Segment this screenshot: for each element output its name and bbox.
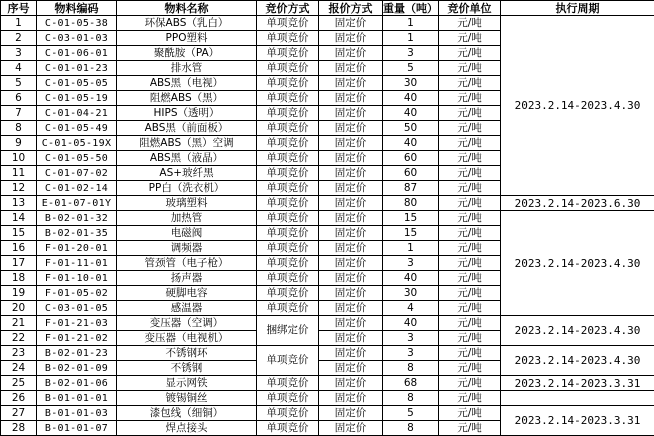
cell-no: 11 <box>1 166 37 181</box>
cell-code: C-01-05-38 <box>37 16 117 31</box>
cell-no: 10 <box>1 151 37 166</box>
cell-no: 17 <box>1 256 37 271</box>
cell-bid-unit: 元/吨 <box>439 376 501 391</box>
cell-bid-method: 单项竞价 <box>257 166 319 181</box>
cell-bid-unit: 元/吨 <box>439 181 501 196</box>
cell-bid-unit: 元/吨 <box>439 16 501 31</box>
cell-code: B-02-01-06 <box>37 376 117 391</box>
cell-weight: 5 <box>383 406 439 421</box>
cell-bid-method: 单项竞价 <box>257 196 319 211</box>
cell-code: C-01-04-21 <box>37 106 117 121</box>
cell-quote-method: 固定价 <box>319 316 383 331</box>
cell-name: 镀锡铜丝 <box>117 391 257 406</box>
table-body <box>1 16 654 436</box>
cell-code: F-01-20-01 <box>37 241 117 256</box>
cell-bid-method: 捆绑定价 <box>257 316 319 346</box>
cell-bid-method: 单项竞价 <box>257 391 319 406</box>
cell-bid-unit: 元/吨 <box>439 46 501 61</box>
cell-name: 聚酰胺（PA） <box>117 46 257 61</box>
cell-code: F-01-21-03 <box>37 316 117 331</box>
cell-weight: 30 <box>383 286 439 301</box>
cell-weight: 3 <box>383 46 439 61</box>
cell-no: 8 <box>1 121 37 136</box>
cell-weight: 4 <box>383 301 439 316</box>
cell-quote-method: 固定价 <box>319 271 383 286</box>
header-name: 物料名称 <box>117 1 257 16</box>
cell-no: 2 <box>1 31 37 46</box>
cell-name: 扬声器 <box>117 271 257 286</box>
cell-name: 漆包线（细铜） <box>117 406 257 421</box>
cell-weight: 80 <box>383 196 439 211</box>
cell-bid-unit: 元/吨 <box>439 406 501 421</box>
cell-period: 2023.2.14-2023.4.30 <box>501 211 654 316</box>
cell-quote-method: 固定价 <box>319 301 383 316</box>
table-row <box>1 16 654 31</box>
table-row <box>1 376 654 391</box>
cell-name: 感温器 <box>117 301 257 316</box>
cell-name: AS+玻纤黑 <box>117 166 257 181</box>
table-row <box>1 211 654 226</box>
header-period: 执行周期 <box>501 1 654 16</box>
cell-weight: 3 <box>383 256 439 271</box>
cell-code: C-01-02-14 <box>37 181 117 196</box>
cell-bid-method: 单项竞价 <box>257 301 319 316</box>
cell-no: 25 <box>1 376 37 391</box>
cell-code: C-01-05-49 <box>37 121 117 136</box>
cell-period: 2023.2.14-2023.6.30 <box>501 196 654 211</box>
cell-bid-method: 单项竞价 <box>257 16 319 31</box>
header-row <box>1 1 654 16</box>
cell-weight: 40 <box>383 91 439 106</box>
cell-name: ABS黑（液晶） <box>117 151 257 166</box>
cell-bid-unit: 元/吨 <box>439 271 501 286</box>
cell-code: C-01-05-50 <box>37 151 117 166</box>
header-no: 序号 <box>1 1 37 16</box>
cell-weight: 50 <box>383 121 439 136</box>
cell-code: F-01-10-01 <box>37 271 117 286</box>
cell-bid-unit: 元/吨 <box>439 256 501 271</box>
cell-weight: 60 <box>383 151 439 166</box>
cell-quote-method: 固定价 <box>319 211 383 226</box>
cell-no: 16 <box>1 241 37 256</box>
cell-bid-method: 单项竞价 <box>257 241 319 256</box>
cell-bid-method: 单项竞价 <box>257 46 319 61</box>
cell-name: 变压器（电视机） <box>117 331 257 346</box>
cell-bid-unit: 元/吨 <box>439 196 501 211</box>
header-bid-method: 竞价方式 <box>257 1 319 16</box>
header-weight: 重量（吨） <box>383 1 439 16</box>
cell-bid-method: 单项竞价 <box>257 271 319 286</box>
cell-no: 24 <box>1 361 37 376</box>
cell-name: 显示网铁 <box>117 376 257 391</box>
cell-weight: 15 <box>383 226 439 241</box>
cell-quote-method: 固定价 <box>319 256 383 271</box>
cell-name: 硬脚电容 <box>117 286 257 301</box>
cell-weight: 30 <box>383 76 439 91</box>
cell-bid-method: 单项竞价 <box>257 151 319 166</box>
cell-name: 环保ABS（乳白） <box>117 16 257 31</box>
cell-code: B-01-01-01 <box>37 391 117 406</box>
table-row <box>1 316 654 331</box>
cell-weight: 8 <box>383 391 439 406</box>
cell-quote-method: 固定价 <box>319 361 383 376</box>
cell-no: 21 <box>1 316 37 331</box>
cell-bid-unit: 元/吨 <box>439 91 501 106</box>
cell-bid-unit: 元/吨 <box>439 121 501 136</box>
cell-quote-method: 固定价 <box>319 196 383 211</box>
cell-quote-method: 固定价 <box>319 391 383 406</box>
cell-name: HIPS（透明） <box>117 106 257 121</box>
cell-period: 2023.2.14-2023.3.31 <box>501 406 654 436</box>
cell-bid-unit: 元/吨 <box>439 361 501 376</box>
cell-code: C-01-01-23 <box>37 61 117 76</box>
cell-name: 变压器（空调） <box>117 316 257 331</box>
cell-quote-method: 固定价 <box>319 121 383 136</box>
cell-code: F-01-05-02 <box>37 286 117 301</box>
cell-bid-method: 单项竞价 <box>257 31 319 46</box>
cell-name: 加热管 <box>117 211 257 226</box>
cell-quote-method: 固定价 <box>319 151 383 166</box>
cell-bid-unit: 元/吨 <box>439 316 501 331</box>
cell-no: 26 <box>1 391 37 406</box>
cell-weight: 8 <box>383 361 439 376</box>
header-bid-unit: 竞价单位 <box>439 1 501 16</box>
cell-no: 13 <box>1 196 37 211</box>
cell-no: 23 <box>1 346 37 361</box>
cell-weight: 40 <box>383 316 439 331</box>
cell-name: 不锈钢 <box>117 361 257 376</box>
cell-bid-method: 单项竞价 <box>257 346 319 376</box>
cell-bid-unit: 元/吨 <box>439 61 501 76</box>
cell-code: C-01-05-05 <box>37 76 117 91</box>
cell-weight: 68 <box>383 376 439 391</box>
cell-name: 不锈钢环 <box>117 346 257 361</box>
cell-code: F-01-21-02 <box>37 331 117 346</box>
cell-no: 18 <box>1 271 37 286</box>
cell-period: 2023.2.14-2023.3.31 <box>501 376 654 391</box>
cell-bid-method: 单项竞价 <box>257 211 319 226</box>
cell-name: PP白（洗衣机） <box>117 181 257 196</box>
cell-code: B-02-01-09 <box>37 361 117 376</box>
cell-bid-unit: 元/吨 <box>439 211 501 226</box>
cell-no: 1 <box>1 16 37 31</box>
cell-code: B-02-01-35 <box>37 226 117 241</box>
cell-bid-unit: 元/吨 <box>439 286 501 301</box>
cell-no: 12 <box>1 181 37 196</box>
cell-bid-method: 单项竞价 <box>257 121 319 136</box>
cell-name: 排水管 <box>117 61 257 76</box>
cell-bid-method: 单项竞价 <box>257 91 319 106</box>
table-row <box>1 196 654 211</box>
cell-name: PPO塑料 <box>117 31 257 46</box>
cell-weight: 1 <box>383 31 439 46</box>
cell-no: 14 <box>1 211 37 226</box>
cell-code: C-01-07-02 <box>37 166 117 181</box>
cell-bid-method: 单项竞价 <box>257 76 319 91</box>
cell-period: 2023.2.14-2023.4.30 <box>501 16 654 196</box>
header-quote-method: 报价方式 <box>319 1 383 16</box>
cell-no: 20 <box>1 301 37 316</box>
cell-bid-method: 单项竞价 <box>257 376 319 391</box>
cell-bid-unit: 元/吨 <box>439 166 501 181</box>
cell-name: 玻璃塑料 <box>117 196 257 211</box>
cell-name: 电磁阀 <box>117 226 257 241</box>
cell-quote-method: 固定价 <box>319 241 383 256</box>
cell-no: 15 <box>1 226 37 241</box>
cell-weight: 3 <box>383 331 439 346</box>
cell-no: 22 <box>1 331 37 346</box>
cell-no: 9 <box>1 136 37 151</box>
cell-weight: 3 <box>383 346 439 361</box>
cell-bid-method: 单项竞价 <box>257 226 319 241</box>
cell-quote-method: 固定价 <box>319 181 383 196</box>
cell-bid-unit: 元/吨 <box>439 346 501 361</box>
cell-name: ABS黑（前面板） <box>117 121 257 136</box>
cell-bid-unit: 元/吨 <box>439 301 501 316</box>
cell-weight: 1 <box>383 241 439 256</box>
table-row <box>1 391 654 406</box>
cell-quote-method: 固定价 <box>319 406 383 421</box>
cell-code: B-01-01-07 <box>37 421 117 436</box>
cell-code: C-03-01-03 <box>37 31 117 46</box>
cell-quote-method: 固定价 <box>319 421 383 436</box>
header-code: 物料编码 <box>37 1 117 16</box>
cell-code: E-01-07-01Y <box>37 196 117 211</box>
cell-bid-unit: 元/吨 <box>439 136 501 151</box>
cell-no: 6 <box>1 91 37 106</box>
cell-no: 28 <box>1 421 37 436</box>
cell-quote-method: 固定价 <box>319 286 383 301</box>
cell-bid-method: 单项竞价 <box>257 286 319 301</box>
cell-bid-unit: 元/吨 <box>439 151 501 166</box>
cell-bid-method: 单项竞价 <box>257 61 319 76</box>
cell-name: 调频器 <box>117 241 257 256</box>
cell-weight: 60 <box>383 166 439 181</box>
cell-code: C-01-05-19X <box>37 136 117 151</box>
cell-name: 管颈管（电子枪） <box>117 256 257 271</box>
cell-bid-unit: 元/吨 <box>439 76 501 91</box>
cell-code: B-01-01-03 <box>37 406 117 421</box>
cell-quote-method: 固定价 <box>319 46 383 61</box>
cell-quote-method: 固定价 <box>319 166 383 181</box>
cell-code: F-01-11-01 <box>37 256 117 271</box>
cell-weight: 15 <box>383 211 439 226</box>
cell-code: C-01-06-01 <box>37 46 117 61</box>
cell-weight: 40 <box>383 271 439 286</box>
cell-quote-method: 固定价 <box>319 31 383 46</box>
cell-no: 4 <box>1 61 37 76</box>
cell-bid-unit: 元/吨 <box>439 106 501 121</box>
cell-bid-method: 单项竞价 <box>257 106 319 121</box>
cell-code: B-02-01-32 <box>37 211 117 226</box>
cell-bid-unit: 元/吨 <box>439 31 501 46</box>
cell-quote-method: 固定价 <box>319 346 383 361</box>
cell-quote-method: 固定价 <box>319 226 383 241</box>
cell-bid-unit: 元/吨 <box>439 421 501 436</box>
cell-name: 焊点接头 <box>117 421 257 436</box>
cell-name: 阻燃ABS（黑）空调 <box>117 136 257 151</box>
table-row <box>1 346 654 361</box>
cell-bid-unit: 元/吨 <box>439 331 501 346</box>
cell-name: 阻燃ABS（黑） <box>117 91 257 106</box>
cell-quote-method: 固定价 <box>319 331 383 346</box>
cell-code: B-02-01-23 <box>37 346 117 361</box>
cell-bid-unit: 元/吨 <box>439 391 501 406</box>
table-row <box>1 406 654 421</box>
cell-quote-method: 固定价 <box>319 16 383 31</box>
cell-bid-method: 单项竞价 <box>257 256 319 271</box>
cell-name: ABS黑（电视） <box>117 76 257 91</box>
cell-no: 19 <box>1 286 37 301</box>
cell-bid-method: 单项竞价 <box>257 406 319 421</box>
cell-weight: 40 <box>383 106 439 121</box>
cell-bid-method: 单项竞价 <box>257 181 319 196</box>
cell-quote-method: 固定价 <box>319 106 383 121</box>
cell-bid-method: 单项竞价 <box>257 421 319 436</box>
cell-quote-method: 固定价 <box>319 76 383 91</box>
cell-period: 2023.2.14-2023.4.30 <box>501 346 654 376</box>
cell-quote-method: 固定价 <box>319 61 383 76</box>
cell-quote-method: 固定价 <box>319 136 383 151</box>
cell-code: C-01-05-19 <box>37 91 117 106</box>
cell-no: 3 <box>1 46 37 61</box>
cell-weight: 40 <box>383 136 439 151</box>
cell-quote-method: 固定价 <box>319 91 383 106</box>
cell-bid-unit: 元/吨 <box>439 226 501 241</box>
cell-no: 5 <box>1 76 37 91</box>
cell-quote-method: 固定价 <box>319 376 383 391</box>
cell-period: 2023.2.14-2023.4.30 <box>501 316 654 346</box>
cell-weight: 87 <box>383 181 439 196</box>
cell-weight: 8 <box>383 421 439 436</box>
cell-weight: 1 <box>383 16 439 31</box>
cell-code: C-03-01-05 <box>37 301 117 316</box>
cell-weight: 5 <box>383 61 439 76</box>
cell-no: 27 <box>1 406 37 421</box>
cell-no: 7 <box>1 106 37 121</box>
cell-bid-unit: 元/吨 <box>439 241 501 256</box>
cell-bid-method: 单项竞价 <box>257 136 319 151</box>
